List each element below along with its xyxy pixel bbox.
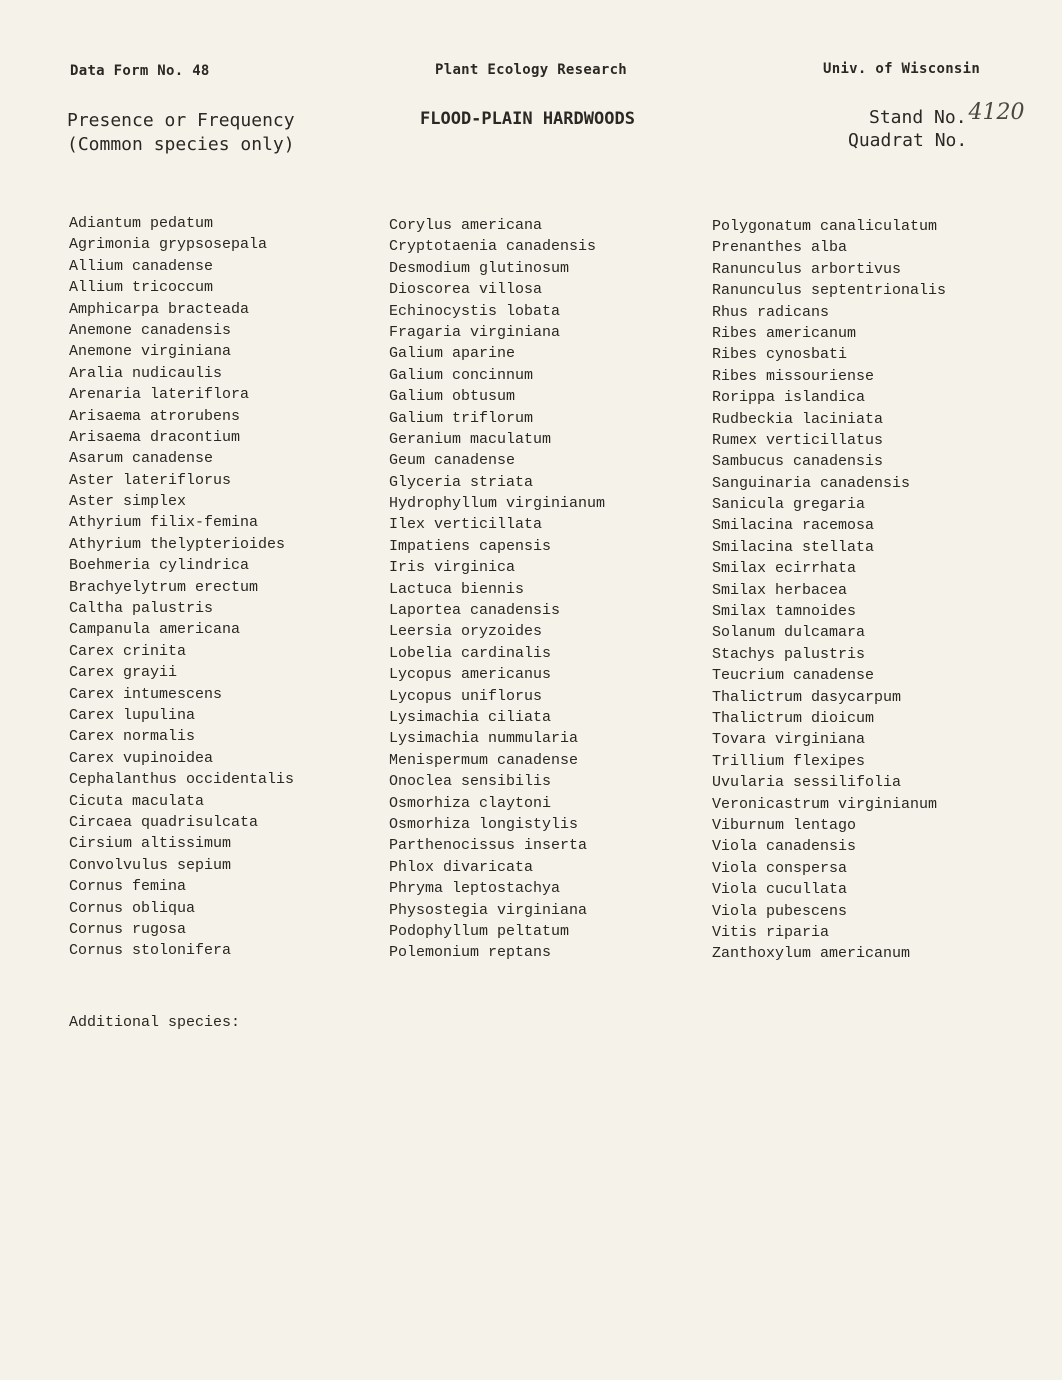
species-item: Cornus stolonifera (69, 942, 232, 960)
species-item: Athyrium thelypterioides (69, 535, 286, 553)
species-item: Rudbeckia laciniata (712, 410, 884, 428)
species-item: Teucrium canadense (712, 667, 875, 685)
species-item: Carex vupinoidea (69, 749, 214, 767)
species-item: Carex crinita (69, 642, 187, 660)
species-item: Phryma leptostachya (389, 880, 561, 898)
species-item: Campanula americana (69, 621, 241, 639)
species-item: Parthenocissus inserta (389, 837, 588, 855)
species-item: Ribes missouriense (712, 367, 875, 385)
species-column-3 (712, 216, 946, 965)
species-item: Adiantum pedatum (69, 215, 214, 232)
species-item: Phlox divaricata (389, 858, 534, 876)
species-item: Galium obtusum (389, 388, 516, 406)
species-item: Solanum dulcamara (712, 624, 866, 642)
species-item: Onoclea sensibilis (389, 773, 552, 791)
species-item: Lysimachia nummularia (389, 730, 579, 748)
species-item: Lobelia cardinalis (389, 644, 552, 662)
species-item: Arisaema atrorubens (69, 407, 241, 425)
species-item: Thalictrum dasycarpum (712, 688, 902, 706)
species-item: Arenaria lateriflora (69, 386, 250, 404)
species-item: Vitis riparia (712, 923, 830, 941)
species-item: Galium aparine (389, 345, 516, 363)
species-item: Caltha palustris (69, 600, 214, 618)
form-purpose (67, 109, 295, 157)
species-item: Boehmeria cylindrica (69, 557, 250, 575)
species-item: Cephalanthus occidentalis (69, 771, 295, 789)
species-item: Carex normalis (69, 728, 196, 746)
university-name: Univ. of Wisconsin (823, 61, 981, 77)
species-item: Agrimonia grypsosepala (69, 236, 268, 254)
species-item: Glyceria striata (389, 473, 534, 491)
additional-species-label: Additional species: (69, 1014, 241, 1031)
species-item: Sambucus canadensis (712, 453, 884, 471)
species-item: Aster lateriflorus (69, 471, 232, 489)
species-item: Allium canadense (69, 257, 214, 275)
species-item: Ilex verticillata (389, 516, 543, 534)
species-item: Geranium maculatum (389, 430, 552, 448)
species-item: Stachys palustris (712, 645, 866, 663)
species-item: Carex lupulina (69, 706, 196, 724)
species-item: Rhus radicans (712, 303, 830, 321)
stand-quadrat-block (848, 100, 1025, 152)
species-item: Lactuca biennis (389, 580, 525, 598)
form-number: Data Form No. 48 (70, 63, 210, 79)
species-item: Athyrium filix-femina (69, 514, 259, 532)
species-item: Cornus femina (69, 878, 187, 896)
species-item: Zanthoxylum americanum (712, 945, 911, 963)
species-item: Allium tricoccum (69, 279, 214, 297)
species-item: Lycopus americanus (389, 666, 552, 684)
species-item: Smilacina stellata (712, 538, 875, 556)
purpose-line-2: (Common species only) (67, 134, 295, 155)
species-item: Echinocystis lobata (389, 302, 561, 320)
species-item: Trillium flexipes (712, 752, 866, 770)
species-item: Tovara virginiana (712, 731, 866, 749)
species-item: Anemone canadensis (69, 321, 232, 339)
species-item: Menispermum canadense (389, 751, 579, 769)
species-item: Sanicula gregaria (712, 496, 866, 514)
species-item: Dioscorea villosa (389, 281, 543, 299)
species-item: Carex intumescens (69, 685, 223, 703)
species-item: Veronicastrum virginianum (712, 795, 938, 813)
species-item: Brachyelytrum erectum (69, 578, 259, 596)
species-item: Desmodium glutinosum (389, 259, 570, 277)
stand-line (848, 100, 1025, 129)
species-item: Viola conspersa (712, 859, 848, 877)
species-item: Smilax tamnoides (712, 603, 857, 621)
species-item: Leersia oryzoides (389, 623, 543, 641)
species-item: Polemonium reptans (389, 944, 552, 962)
community-title: FLOOD-PLAIN HARDWOODS (420, 109, 635, 129)
species-item: Osmorhiza claytoni (389, 794, 552, 812)
organization-name: Plant Ecology Research (435, 62, 628, 78)
species-item: Arisaema dracontium (69, 428, 241, 446)
species-item: Cirsium altissimum (69, 835, 232, 853)
species-item: Viburnum lentago (712, 816, 857, 834)
species-item: Convolvulus sepium (69, 856, 232, 874)
species-item: Sanguinaria canadensis (712, 474, 911, 492)
species-item: Prenanthes alba (712, 239, 848, 257)
species-item: Rorippa islandica (712, 389, 866, 407)
species-item: Cornus obliqua (69, 899, 196, 917)
species-item: Ranunculus septentrionalis (712, 282, 947, 300)
species-item: Smilacina racemosa (712, 517, 875, 535)
species-item: Corylus americana (389, 217, 543, 234)
species-item: Physostegia virginiana (389, 901, 588, 919)
species-item: Cryptotaenia canadensis (389, 238, 597, 256)
species-item: Aster simplex (69, 493, 187, 511)
species-item: Lysimachia ciliata (389, 708, 552, 726)
species-item: Galium concinnum (389, 366, 534, 384)
species-item: Podophyllum peltatum (389, 922, 570, 940)
species-item: Cicuta maculata (69, 792, 205, 810)
species-item: Rumex verticillatus (712, 431, 884, 449)
purpose-line-1: Presence or Frequency (67, 110, 295, 131)
stand-label: Stand No. (869, 107, 967, 128)
stand-number-handwritten: 4120 (968, 100, 1025, 125)
species-item: Thalictrum dioicum (712, 709, 875, 727)
species-item: Circaea quadrisulcata (69, 813, 259, 831)
species-item: Viola cucullata (712, 881, 848, 899)
species-item: Ribes cynosbati (712, 346, 848, 364)
species-item: Lycopus uniflorus (389, 687, 543, 705)
species-item: Carex grayii (69, 664, 178, 682)
species-item: Impatiens capensis (389, 537, 552, 555)
species-item: Smilax herbacea (712, 581, 848, 599)
species-item: Galium triflorum (389, 409, 534, 427)
species-item: Cornus rugosa (69, 920, 187, 938)
species-item: Laportea canadensis (389, 602, 561, 620)
species-item: Amphicarpa bracteada (69, 300, 250, 318)
species-item: Aralia nudicaulis (69, 364, 223, 382)
species-item: Osmorhiza longistylis (389, 815, 579, 833)
species-item: Ribes americanum (712, 324, 857, 342)
species-item: Smilax ecirrhata (712, 560, 857, 578)
species-item: Uvularia sessilifolia (712, 774, 902, 792)
species-item: Anemone virginiana (69, 343, 232, 361)
species-column-2 (389, 215, 605, 964)
species-item: Asarum canadense (69, 450, 214, 468)
species-item: Polygonatum canaliculatum (712, 218, 938, 235)
species-item: Geum canadense (389, 452, 516, 470)
species-item: Hydrophyllum virginianum (389, 495, 606, 513)
species-item: Viola pubescens (712, 902, 848, 920)
species-column-1 (69, 213, 294, 962)
species-item: Ranunculus arbortivus (712, 260, 902, 278)
species-item: Fragaria virginiana (389, 323, 561, 341)
quadrat-label: Quadrat No. (848, 130, 968, 151)
species-item: Iris virginica (389, 559, 516, 577)
species-item: Viola canadensis (712, 838, 857, 856)
